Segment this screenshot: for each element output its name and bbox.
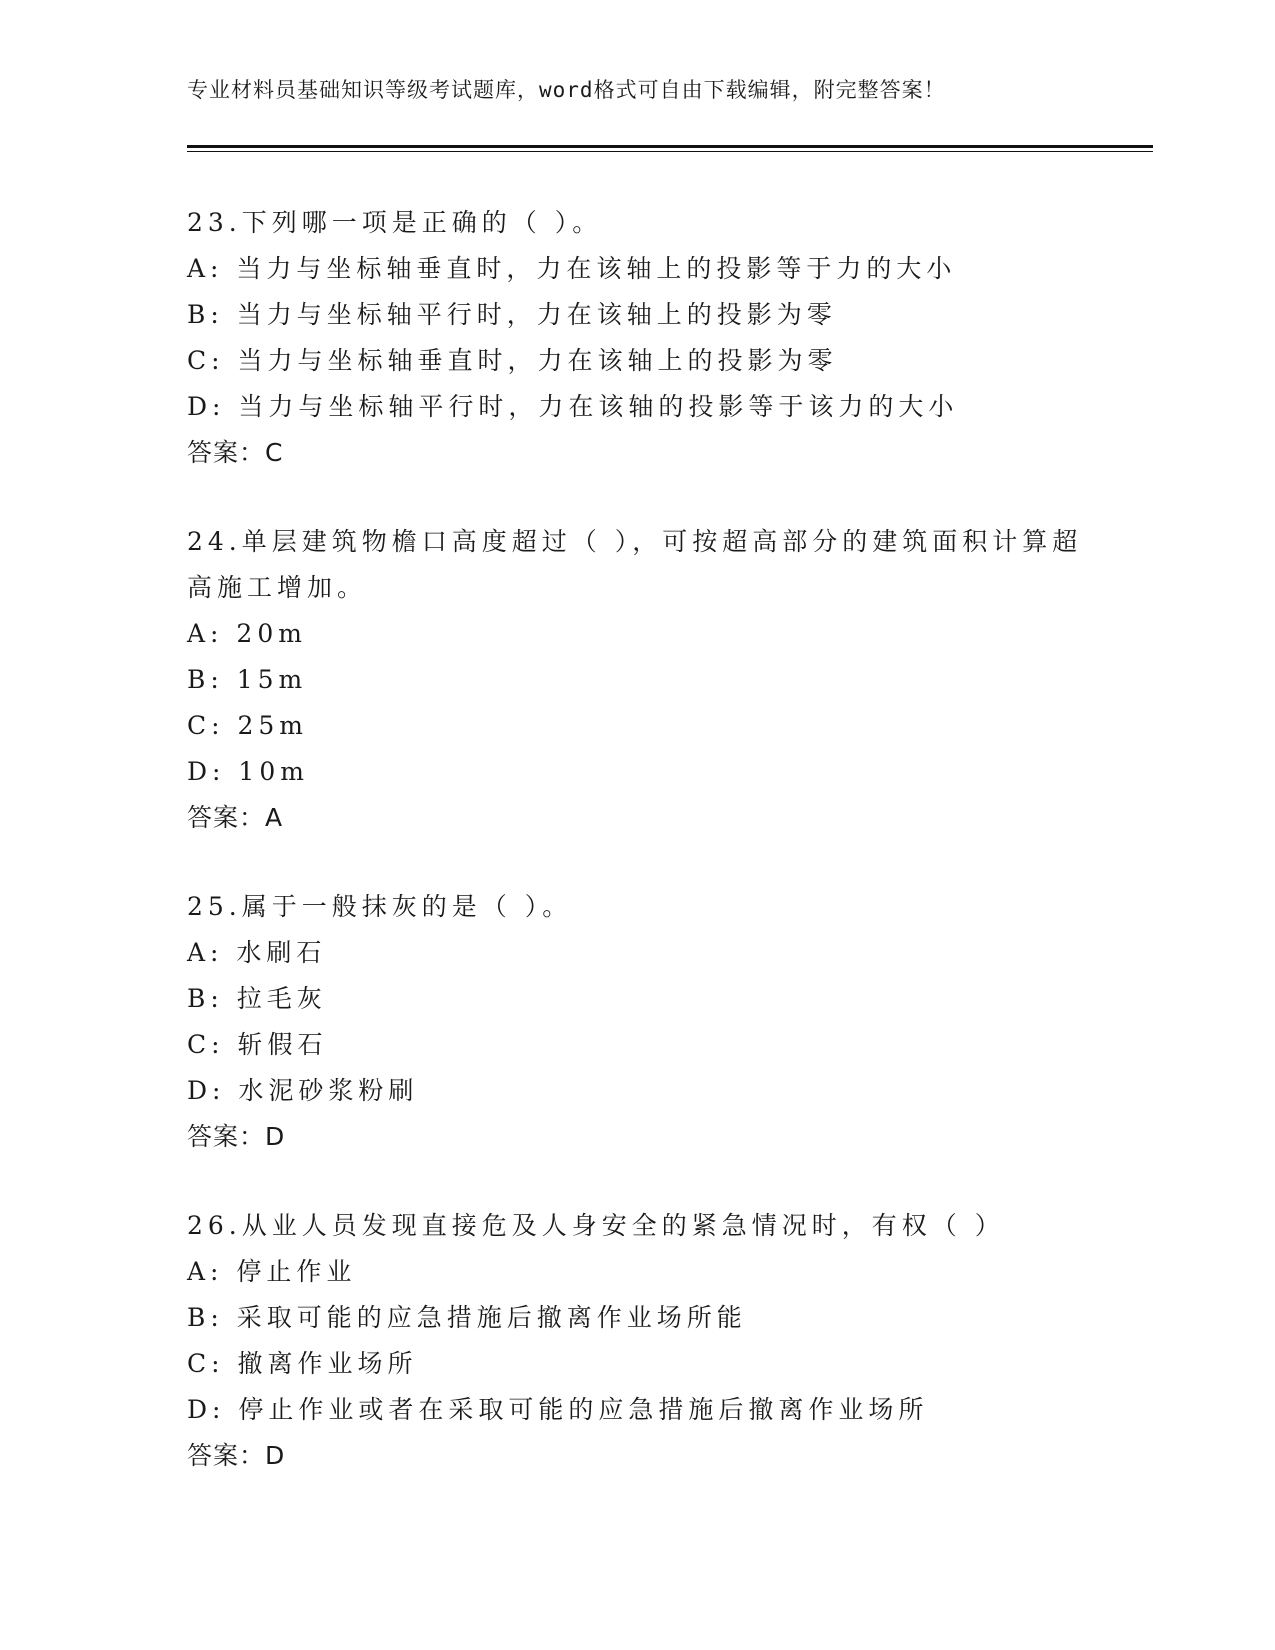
- question-stem-continued: 高施工增加。: [187, 573, 368, 602]
- answer: 答案：C: [187, 438, 284, 467]
- question-26: [187, 1203, 1087, 1479]
- option-a: A: 20m: [187, 619, 307, 648]
- option-b: B: 15m: [187, 665, 308, 694]
- option-c: C: 当力与坐标轴垂直时，力在该轴上的投影为零: [187, 346, 838, 375]
- question-24: [187, 519, 1087, 841]
- option-a: A: 当力与坐标轴垂直时，力在该轴上的投影等于力的大小: [187, 254, 957, 283]
- option-d: D: 停止作业或者在采取可能的应急措施后撤离作业场所: [187, 1395, 929, 1424]
- option-d: D: 当力与坐标轴平行时，力在该轴的投影等于该力的大小: [187, 392, 959, 421]
- question-23: [187, 200, 1087, 476]
- option-b: B: 拉毛灰: [187, 984, 327, 1013]
- question-stem: 25.属于一般抹灰的是（ ）。: [187, 892, 573, 921]
- header-divider-thick: [187, 145, 1153, 148]
- option-d: D: 10m: [187, 757, 309, 786]
- question-stem: 23.下列哪一项是正确的（ ）。: [187, 208, 603, 237]
- option-a: A: 停止作业: [187, 1257, 357, 1286]
- question-stem: 24.单层建筑物檐口高度超过（ ），可按超高部分的建筑面积计算超: [187, 527, 1083, 556]
- option-b: B: 采取可能的应急措施后撤离作业场所能: [187, 1303, 747, 1332]
- answer: 答案：D: [187, 1441, 286, 1470]
- option-c: C: 撤离作业场所: [187, 1349, 418, 1378]
- option-c: C: 25m: [187, 711, 309, 740]
- question-stem: 26.从业人员发现直接危及人身安全的紧急情况时，有权（ ）: [187, 1211, 1005, 1240]
- option-b: B: 当力与坐标轴平行时，力在该轴上的投影为零: [187, 300, 837, 329]
- question-list: [187, 200, 1087, 1522]
- page-header: 专业材料员基础知识等级考试题库，word格式可自由下载编辑，附完整答案！: [187, 78, 946, 102]
- header-divider-thin: [187, 151, 1153, 152]
- option-c: C: 斩假石: [187, 1030, 328, 1059]
- option-d: D: 水泥砂浆粉刷: [187, 1076, 419, 1105]
- question-25: [187, 884, 1087, 1160]
- answer: 答案：A: [187, 803, 284, 832]
- answer: 答案：D: [187, 1122, 286, 1151]
- option-a: A: 水刷石: [187, 938, 327, 967]
